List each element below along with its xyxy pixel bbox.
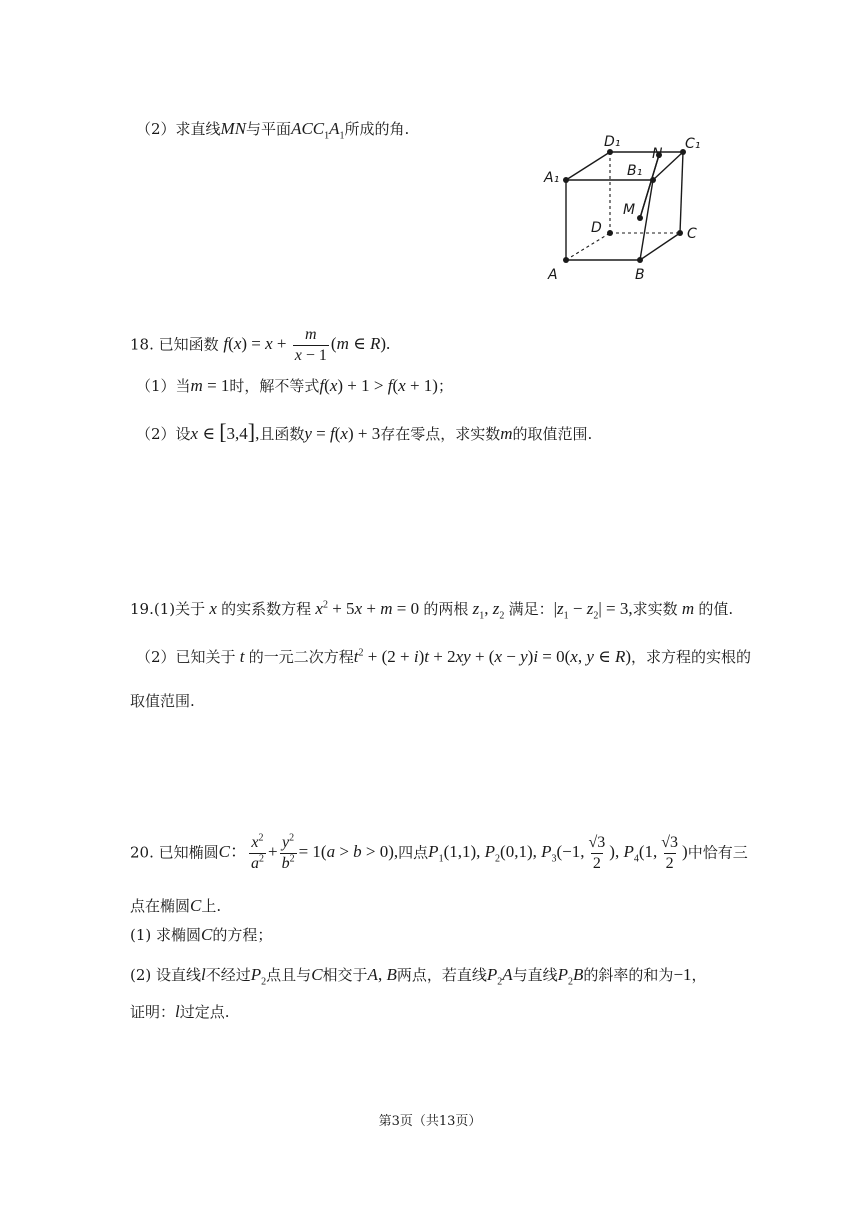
math-c: C (201, 925, 213, 944)
math-minus-one: −1 (673, 965, 692, 984)
math-c: C (190, 896, 202, 915)
math-p2a: $P_2A$ (486, 965, 513, 988)
q20-part2-mid3: 相交于 (322, 966, 368, 984)
math-p2b: $P_2B$ (557, 965, 584, 988)
q20-stem-line2 (130, 895, 221, 917)
q17-part2 (136, 118, 409, 140)
math-c: C (311, 965, 323, 984)
q19-stem-mid2: 的两根 (423, 600, 469, 618)
q20-part2-line2-end: 过定点. (179, 1003, 230, 1021)
label-m: M (623, 202, 636, 218)
math-quadratic: $x^2 + 5x + m = 0$ (311, 599, 424, 618)
label-d: D (591, 220, 602, 236)
q20-stem-line2-prefix: 点在椭圆 (130, 897, 191, 915)
q20-part2-mid2: 点且与 (266, 966, 312, 984)
q18-part1-end: ； (437, 377, 453, 395)
q18-part1-mid: 时，解不等式 (229, 377, 320, 395)
q17-part2-tail: 所成的角. (344, 120, 410, 138)
math-abs-diff: $|z_1 - z_2| = 3$, (553, 599, 633, 622)
q18-part2-end: 的取值范围. (512, 425, 593, 443)
math-y-function: y = f(x) + 3 (304, 424, 381, 443)
q20-part2-end: ， (691, 966, 707, 984)
math-t: t (235, 647, 249, 666)
q19-part2-mid: 的一元二次方程 (248, 648, 354, 666)
q20-part2-line2-prefix: 证明： (130, 1003, 176, 1021)
q20-part2-prefix: (2) 设直线 (130, 966, 202, 984)
q20-part2-mid4: 两点，若直线 (396, 966, 487, 984)
q19-part2 (136, 646, 751, 668)
math-roots: $z_1$, $z_2$ (468, 599, 505, 622)
math-points: $P_1(1,1)$, $P_2(0,1)$, $P_3(-1$, $\frac{√3}{2}$ ), $P_4(1$, $\frac{√3}{2}$ ) (428, 834, 688, 872)
math-p2: $P_2$ (250, 965, 267, 988)
label-b1: B₁ (627, 163, 643, 179)
math-m: m (500, 424, 513, 443)
q19-stem-mid1: 的实系数方程 (221, 600, 312, 618)
label-b: B (635, 267, 645, 283)
q18-part2 (136, 421, 592, 445)
math-ab: A, B (367, 965, 397, 984)
q19-part2-line2: 取值范围. (130, 692, 195, 710)
math-m-eq-1: m = 1 (190, 376, 230, 395)
q20-part2-mid1: 不经过 (205, 966, 251, 984)
q20-part1 (130, 924, 272, 946)
q17-part2-label: （2）求直线 (136, 120, 221, 138)
q18-part2-mid: 且函数 (259, 425, 305, 443)
label-c: C (687, 226, 697, 242)
q19-stem-mid4: 求实数 (632, 600, 678, 618)
q18-part1 (136, 375, 453, 397)
label-n: N (652, 146, 663, 162)
q20-stem-mid: 四点 (398, 843, 429, 862)
q18-part2-tail: 存在零点，求实数 (380, 425, 501, 443)
math-complex-equation: $t^2 + (2 + i)t + 2xy + (x - y)i = 0(x$, y ∈ R) (353, 647, 632, 666)
label-a: A (548, 267, 558, 283)
q18-part1-prefix: （1）当 (136, 377, 191, 395)
math-l: l (201, 965, 206, 984)
q20-part2-line2 (130, 1001, 230, 1023)
cube-figure (530, 130, 730, 288)
q18-part2-prefix: （2）设 (136, 425, 191, 443)
math-x-interval: x ∈ [3,4], (190, 419, 260, 444)
q20-part2-mid5: 与直线 (512, 966, 558, 984)
math-l: l (175, 1002, 180, 1021)
q19-stem (130, 598, 733, 620)
q19-stem-mid3: 满足： (508, 600, 554, 618)
q20-part1-prefix: (1) 求椭圆 (130, 926, 202, 944)
q19-stem-end: 的值. (698, 600, 734, 618)
q18-stem-prefix: 18. 已知函数 (130, 335, 219, 354)
label-c1: C₁ (685, 136, 701, 152)
q20-stem-prefix: 20. 已知椭圆 (130, 843, 219, 862)
math-x: x (205, 599, 222, 618)
q20-part2 (130, 964, 707, 986)
q19-part2-prefix: （2）已知关于 (136, 648, 236, 666)
math-m: m (677, 599, 699, 618)
q19-stem-prefix: 19.(1)关于 (130, 600, 206, 618)
q20-stem-line2-end: 上. (201, 897, 222, 915)
math-mn: MN (220, 119, 247, 138)
label-a1: A₁ (544, 170, 560, 186)
q19-part2-tail: ，求方程的实根的 (631, 648, 752, 666)
q17-part2-mid: 与平面 (246, 120, 292, 138)
math-plane: $ACC_1A_1$ (291, 119, 345, 142)
q20-stem-tail: 中恰有三 (687, 843, 748, 862)
page-footer: 第3页（共13页） (378, 1114, 482, 1129)
math-ellipse: C： $\frac{x^2}{a^2}$ + $\frac{y^2}{b^2}$ = 1(a > b > 0), (218, 832, 399, 872)
q18-stem (130, 326, 390, 365)
q20-part1-end: 的方程； (212, 926, 273, 944)
math-inequality: f(x) + 1 > f(x + 1) (319, 376, 438, 395)
math-q18-function: f(x) = x + $\frac{m}{x - 1}$ (m ∈ R). (223, 326, 391, 364)
q20-part2-mid6: 的斜率的和为 (583, 966, 674, 984)
q20-stem (130, 834, 748, 873)
label-d1: D₁ (604, 134, 621, 150)
